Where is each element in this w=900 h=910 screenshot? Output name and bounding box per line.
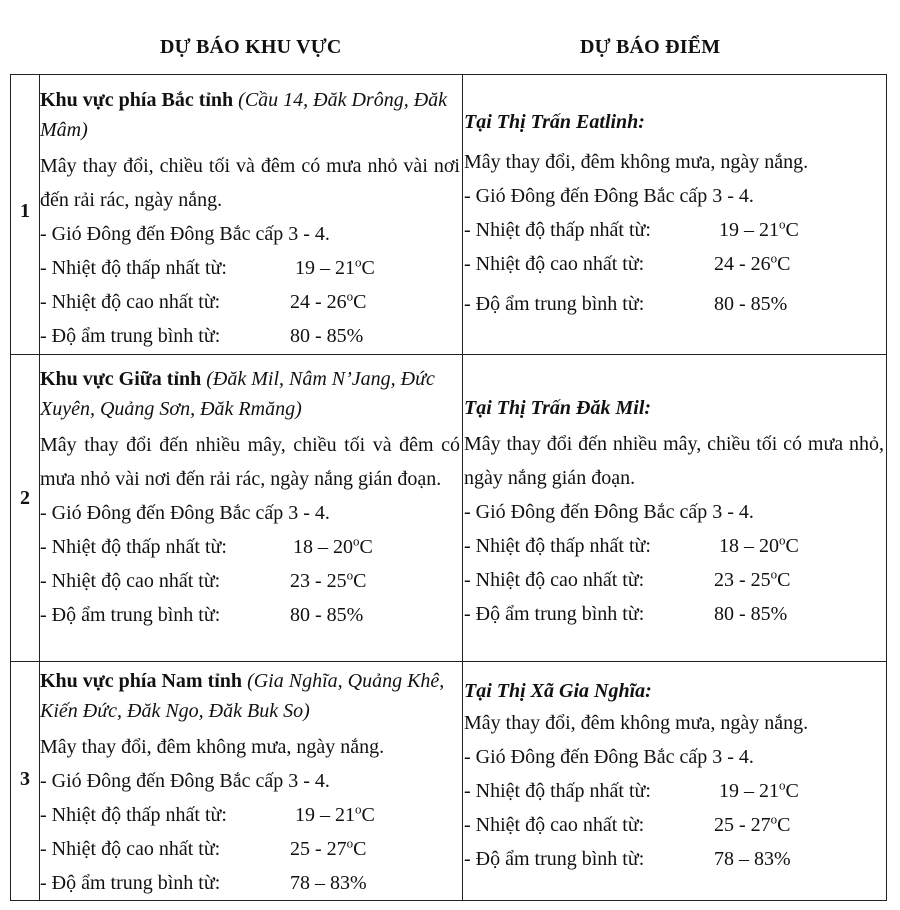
wind-line: - Gió Đông đến Đông Bắc cấp 3 - 4. (40, 770, 330, 792)
max-temp-value: 24 - 26$^o$C (714, 250, 791, 275)
max-temp-label: - Nhiệt độ cao nhất từ: (464, 814, 645, 836)
humidity-label: - Độ ẩm trung bình từ: (40, 872, 221, 894)
point-title: Tại Thị Trấn Đăk Mil: (464, 397, 652, 419)
min-temp-value: 18 – 20$^o$C (719, 532, 799, 557)
region-name: Khu vực phía Nam tỉnh (40, 670, 243, 692)
wind-line: - Gió Đông đến Đông Bắc cấp 3 - 4. (40, 502, 330, 524)
max-temp-line (464, 808, 884, 842)
max-temp-line (40, 285, 460, 319)
humidity-value: 80 - 85% (290, 604, 364, 626)
humidity-value: 78 – 83% (290, 872, 367, 894)
min-temp-label: - Nhiệt độ thấp nhất từ: (464, 780, 651, 802)
region-description: Mây thay đổi đến nhiều mây, chiều tối và đêm có mưa nhỏ vài nơi đến rải rác, ngày nắng gián đoạn. (40, 434, 460, 490)
min-temp-line (464, 774, 884, 808)
region-description: Mây thay đổi, đêm không mưa, ngày nắng. (40, 736, 385, 758)
region-description: Mây thay đổi, chiều tối và đêm có mưa nhỏ vài nơi đến rải rác, ngày nắng. (40, 155, 460, 211)
min-temp-label: - Nhiệt độ thấp nhất từ: (40, 257, 227, 279)
wind-line: - Gió Đông đến Đông Bắc cấp 3 - 4. (40, 223, 330, 245)
humidity-label: - Độ ẩm trung bình từ: (464, 603, 645, 625)
humidity-label: - Độ ẩm trung bình từ: (464, 293, 645, 315)
region-forecast-cell (40, 364, 460, 632)
humidity-line (40, 866, 460, 900)
max-temp-line (40, 832, 460, 866)
header-point-forecast: DỰ BÁO ĐIỂM (580, 36, 721, 58)
max-temp-label: - Nhiệt độ cao nhất từ: (40, 570, 221, 592)
humidity-line (40, 598, 460, 632)
max-temp-line (40, 564, 460, 598)
min-temp-value: 19 – 21$^o$C (295, 254, 375, 279)
column-divider (462, 74, 463, 901)
humidity-label: - Độ ẩm trung bình từ: (40, 604, 221, 626)
region-name: Khu vực Giữa tỉnh (40, 368, 202, 390)
min-temp-line (464, 529, 884, 563)
row-number: 3 (20, 768, 30, 790)
min-temp-label: - Nhiệt độ thấp nhất từ: (464, 535, 651, 557)
humidity-label: - Độ ẩm trung bình từ: (464, 848, 645, 870)
region-districts: (Đăk Mil, Nâm N’Jang, Đức Xuyên, Quảng Sơn, Đăk Rmăng) (40, 368, 435, 420)
min-temp-value: 19 – 21$^o$C (719, 216, 799, 241)
max-temp-value: 23 - 25$^o$C (714, 566, 791, 591)
humidity-line (464, 842, 884, 876)
min-temp-line (40, 798, 460, 832)
min-temp-line (40, 530, 460, 564)
min-temp-value: 19 – 21$^o$C (295, 801, 375, 826)
min-temp-value: 18 – 20$^o$C (293, 533, 373, 558)
region-title (40, 364, 460, 424)
max-temp-label: - Nhiệt độ cao nhất từ: (40, 291, 221, 313)
humidity-line (464, 287, 884, 321)
humidity-value: 80 - 85% (290, 325, 364, 347)
min-temp-label: - Nhiệt độ thấp nhất từ: (40, 536, 227, 558)
max-temp-line (464, 563, 884, 597)
region-districts: (Cầu 14, Đăk Drông, Đăk Mâm) (40, 89, 448, 141)
region-forecast-cell (40, 85, 460, 353)
min-temp-line (40, 251, 460, 285)
min-temp-label: - Nhiệt độ thấp nhất từ: (464, 219, 651, 241)
humidity-label: - Độ ẩm trung bình từ: (40, 325, 221, 347)
row-number: 1 (20, 200, 30, 222)
point-title: Tại Thị Trấn Eatlinh: (464, 111, 645, 133)
header-region-forecast: DỰ BÁO KHU VỰC (160, 36, 342, 58)
wind-line: - Gió Đông đến Đông Bắc cấp 3 - 4. (464, 185, 754, 207)
row-divider (10, 661, 887, 662)
point-forecast-cell (464, 393, 884, 631)
row-divider (10, 354, 887, 355)
point-forecast-cell (464, 676, 884, 876)
region-title (40, 85, 460, 145)
max-temp-label: - Nhiệt độ cao nhất từ: (40, 838, 221, 860)
max-temp-line (464, 247, 884, 281)
point-description: Mây thay đổi đến nhiều mây, chiều tối có mưa nhỏ, ngày nắng gián đoạn. (464, 433, 884, 489)
max-temp-label: - Nhiệt độ cao nhất từ: (464, 569, 645, 591)
max-temp-value: 24 - 26$^o$C (290, 288, 367, 313)
wind-line: - Gió Đông đến Đông Bắc cấp 3 - 4. (464, 501, 754, 523)
point-forecast-cell (464, 107, 884, 321)
wind-line: - Gió Đông đến Đông Bắc cấp 3 - 4. (464, 746, 754, 768)
humidity-line (40, 319, 460, 353)
max-temp-label: - Nhiệt độ cao nhất từ: (464, 253, 645, 275)
row-number: 2 (20, 487, 30, 509)
region-districts: (Gia Nghĩa, Quảng Khê, Kiến Đức, Đăk Ngo, Đăk Buk So) (40, 670, 445, 722)
max-temp-value: 25 - 27$^o$C (290, 835, 367, 860)
row-divider (10, 900, 887, 901)
point-description: Mây thay đổi, đêm không mưa, ngày nắng. (464, 151, 809, 173)
region-title (40, 666, 460, 726)
point-description: Mây thay đổi, đêm không mưa, ngày nắng. (464, 712, 809, 734)
humidity-value: 78 – 83% (714, 848, 791, 870)
max-temp-value: 25 - 27$^o$C (714, 811, 791, 836)
max-temp-value: 23 - 25$^o$C (290, 567, 367, 592)
humidity-value: 80 - 85% (714, 293, 788, 315)
region-name: Khu vực phía Bắc tỉnh (40, 89, 234, 111)
point-title: Tại Thị Xã Gia Nghĩa: (464, 680, 652, 702)
humidity-value: 80 - 85% (714, 603, 788, 625)
humidity-line (464, 597, 884, 631)
min-temp-line (464, 213, 884, 247)
min-temp-label: - Nhiệt độ thấp nhất từ: (40, 804, 227, 826)
min-temp-value: 19 – 21$^o$C (719, 777, 799, 802)
region-forecast-cell (40, 666, 460, 900)
